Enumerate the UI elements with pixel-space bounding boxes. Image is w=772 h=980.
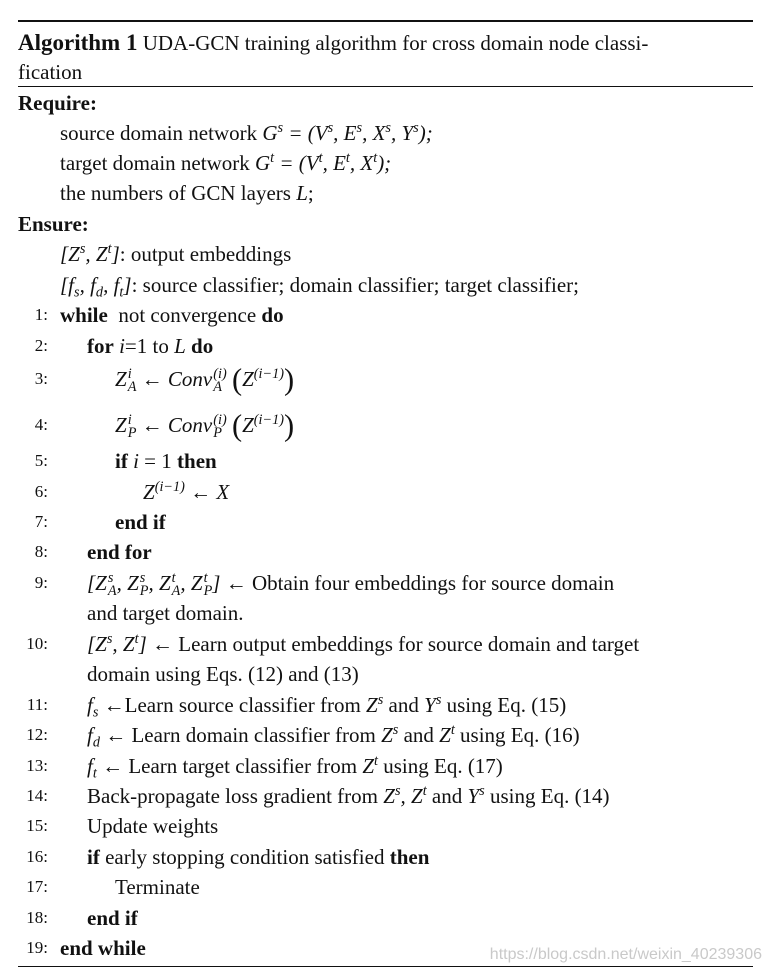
step-16 xyxy=(0,842,772,872)
require-line-3: the numbers of GCN layers L; xyxy=(60,181,314,205)
ensure-heading: Ensure: xyxy=(18,212,89,236)
line-number: 4: xyxy=(34,415,48,434)
step-14 xyxy=(0,781,772,811)
step-13-text: Learn target classifier from xyxy=(128,754,358,778)
caption-rule xyxy=(18,86,753,87)
formula-loop-var: i xyxy=(119,334,125,358)
step-17 xyxy=(0,872,772,902)
formula-four-embeddings: [Z s A , Z s P , Z t A , Z t P ] xyxy=(87,569,221,600)
formula-source-network: $G^s = (V^s$, $E^s$, $X^s$, $Y^s$); xyxy=(262,120,433,145)
keyword-to: to xyxy=(152,334,169,358)
line-number: 13: xyxy=(26,756,48,775)
step-10-cont xyxy=(0,659,772,689)
formula-classifiers: [$f_s$, $f_d$, $f_t$] xyxy=(60,273,132,301)
formula-ft: $f_t$ xyxy=(87,754,97,782)
step-5: 5: if i = 1 then xyxy=(0,446,772,476)
keyword-for: for xyxy=(87,334,114,358)
step-11-text: Learn source classifier from xyxy=(124,693,361,717)
line-number: 5: xyxy=(34,451,48,470)
algorithm-caption-cont xyxy=(0,57,772,87)
step-4 xyxy=(0,408,772,443)
keyword-if: if xyxy=(87,845,100,869)
step-9-cont xyxy=(0,598,772,628)
keyword-if: if xyxy=(115,449,128,473)
step-10-text: Learn output embeddings for source domain and target xyxy=(178,632,640,656)
ensure-line-2 xyxy=(0,270,772,300)
line-number: 19: xyxy=(26,938,48,957)
require-text-3: the numbers of GCN layers xyxy=(60,181,291,205)
ensure-text-1: : output embeddings xyxy=(119,242,292,266)
line-number: 11: xyxy=(26,695,48,714)
step-12-and: and xyxy=(403,723,434,747)
bottom-rule xyxy=(18,966,753,967)
step-13-eq: using Eq. (17) xyxy=(383,754,503,778)
step-9-text: Obtain four embeddings for source domain xyxy=(251,571,615,595)
formula-conv-p: Z i P ← Conv (i) P $(Z^{(i-1)})$ xyxy=(115,408,295,443)
step-9: 9: [Z s A , Z s P , Z t A , Z t P ] ← Obtain four embeddings for source domain xyxy=(0,568,772,598)
step-2: 2: for i=1 to L do xyxy=(0,331,772,361)
step-1-text: not convergence xyxy=(118,303,257,327)
keyword-then: then xyxy=(177,449,217,473)
step-14-and: and xyxy=(431,784,463,808)
line-number: 3: xyxy=(34,369,48,388)
formula-zs: $Z^s$ xyxy=(381,722,399,747)
require-line-1 xyxy=(0,118,772,148)
line-number: 12: xyxy=(26,725,48,744)
keyword-end-if: end if xyxy=(87,906,138,930)
formula-fd: $f_d$ xyxy=(87,723,100,751)
step-12: 12: $f_d$ ← Learn domain classifier from $Z^s$ and $Z^t$ using Eq. (16) xyxy=(0,720,772,750)
formula-conv-a: Z i A ← Conv (i) A $(Z^{(i-1)})$ xyxy=(115,362,295,397)
step-17-text: Terminate xyxy=(115,875,200,899)
formula-init: $Z^{(i-1)}$ ← X xyxy=(143,479,230,504)
step-6 xyxy=(0,477,772,507)
step-1 xyxy=(0,300,772,330)
keyword-while: while xyxy=(60,303,108,327)
formula-ys: $Y^s$ xyxy=(424,692,442,717)
algorithm-label: Algorithm 1 xyxy=(18,30,138,55)
line-number: 8: xyxy=(34,542,48,561)
line-number: 10: xyxy=(26,634,48,653)
require-text-2: target domain network xyxy=(60,151,250,175)
line-number: 15: xyxy=(26,816,48,835)
step-14-eq: using Eq. (14) xyxy=(489,784,610,808)
step-16-text: early stopping condition satisfied xyxy=(105,845,385,869)
line-number: 9: xyxy=(34,573,48,592)
watermark: https://blog.csdn.net/weixin_40239306 xyxy=(489,946,762,963)
require-heading-line xyxy=(0,88,772,118)
step-15-text: Update weights xyxy=(87,814,219,838)
algorithm-title: UDA-GCN training algorithm for cross domain node classi- xyxy=(142,31,649,55)
keyword-then: then xyxy=(389,845,430,869)
step-10-text-cont: domain using Eqs. (12) and (13) xyxy=(87,662,359,686)
line-number: 6: xyxy=(34,482,48,501)
formula-zs-zt: $Z^s$, $Z^t$ xyxy=(383,783,427,808)
step-15 xyxy=(0,811,772,841)
step-10: 10: [$Z^s$, $Z^t$] ← Learn output embeddings for source domain and target xyxy=(0,629,772,659)
formula-output: [$Z^s$, $Z^t$] xyxy=(87,631,147,656)
step-12-eq: using Eq. (16) xyxy=(460,723,580,747)
require-line-2 xyxy=(0,148,772,178)
line-number: 14: xyxy=(26,786,48,805)
formula-zt: $Z^t$ xyxy=(439,722,455,747)
formula-zt: $Z^t$ xyxy=(362,753,378,778)
ensure-text-2: : source classifier; domain classifier; target classifier; xyxy=(131,273,580,297)
line-number: 17: xyxy=(26,877,48,896)
formula-layers: L xyxy=(296,181,308,205)
line-number: 1: xyxy=(34,305,48,324)
algorithm-title-cont: fication xyxy=(18,60,83,84)
ensure-heading-line xyxy=(0,209,772,239)
line-number: 2: xyxy=(34,336,48,355)
step-14-text: Back-propagate loss gradient from xyxy=(87,784,378,808)
step-13: 13: $f_t$ ← Learn target classifier from $Z^t$ using Eq. (17) xyxy=(0,751,772,781)
step-11: 11: $f_s$ ←Learn source classifier from $Z^s$ and $Y^s$ using Eq. (15) xyxy=(0,690,772,720)
step-18 xyxy=(0,903,772,933)
formula-fs: $f_s$ xyxy=(87,693,99,721)
formula-ys: $Y^s$ xyxy=(467,783,485,808)
formula-condition: i xyxy=(133,449,139,473)
line-number: 7: xyxy=(34,512,48,531)
top-rule xyxy=(18,20,753,22)
algorithm-caption xyxy=(0,28,772,58)
formula-zs: $Z^s$ xyxy=(366,692,384,717)
step-7 xyxy=(0,507,772,537)
keyword-do: do xyxy=(261,303,284,327)
step-8 xyxy=(0,537,772,567)
step-9-text-cont: and target domain. xyxy=(87,601,244,625)
formula-loop-end: L xyxy=(174,334,186,358)
step-11-and: and xyxy=(388,693,419,717)
line-number: 18: xyxy=(26,908,48,927)
step-11-eq: using Eq. (15) xyxy=(446,693,567,717)
require-text-1: source domain network xyxy=(60,121,258,145)
step-12-text: Learn domain classifier from xyxy=(131,723,376,747)
line-number: 16: xyxy=(26,847,48,866)
require-heading: Require: xyxy=(18,91,97,115)
keyword-end-for: end for xyxy=(87,540,152,564)
ensure-line-1 xyxy=(0,239,772,269)
keyword-do: do xyxy=(191,334,214,358)
formula-output-embeddings: [$Z^s$, $Z^t$] xyxy=(60,241,120,266)
formula-target-network: $G^t = (V^t$, $E^t$, $X^t$); xyxy=(254,150,392,175)
keyword-end-while: end while xyxy=(60,936,146,960)
keyword-end-if: end if xyxy=(115,510,166,534)
step-3 xyxy=(0,362,772,397)
